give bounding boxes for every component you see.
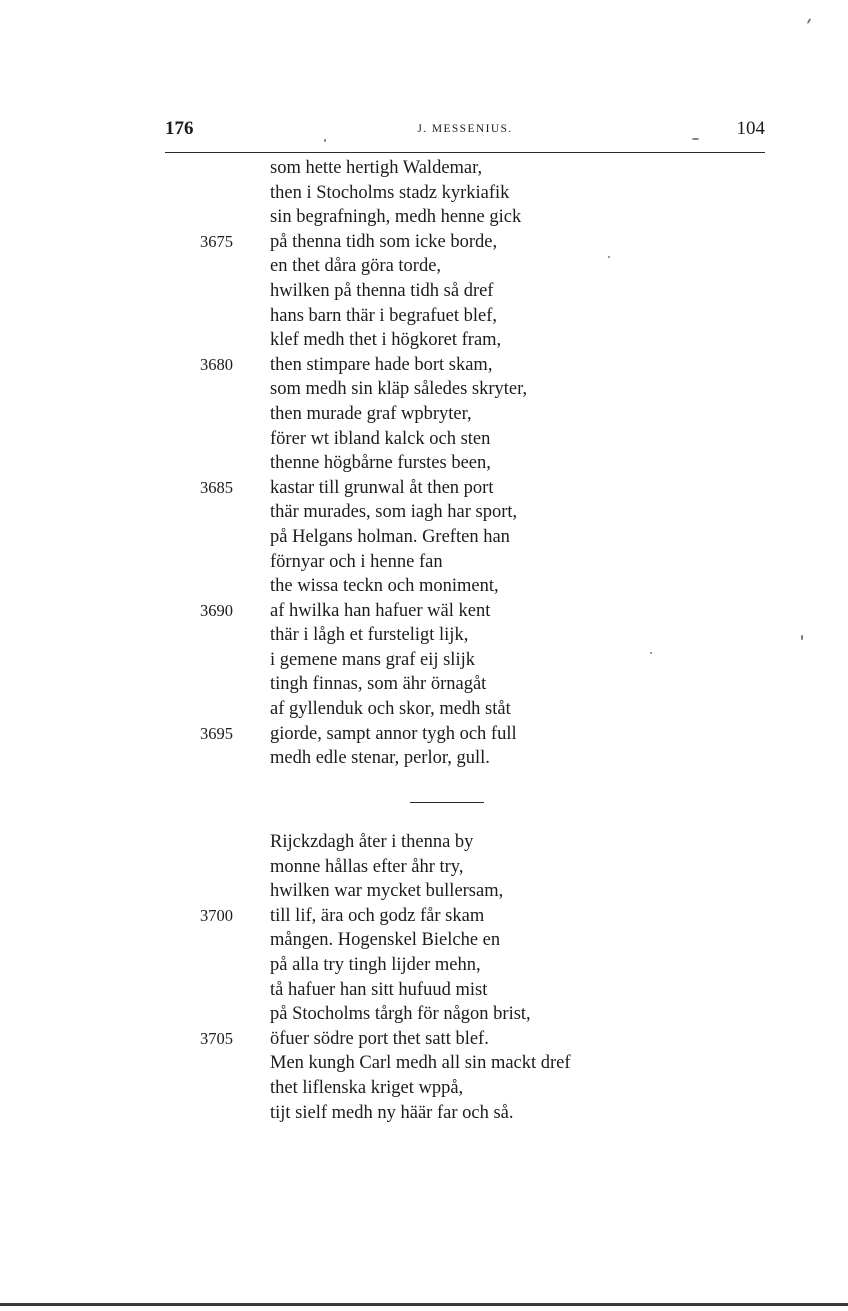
verse-text: som medh sin kläp således skryter, <box>270 379 528 400</box>
verse-line <box>0 427 848 452</box>
verse-line <box>0 1076 848 1101</box>
line-number: 3690 <box>200 600 233 620</box>
verse-line <box>0 205 848 230</box>
verse-line <box>0 978 848 1003</box>
scan-speck <box>650 652 652 654</box>
verse-text: thet liflenska kriget wppå, <box>270 1077 464 1098</box>
verse-line <box>0 181 848 206</box>
verse-text: thär i lågh et fursteligt lijk, <box>270 625 469 646</box>
line-number: 3675 <box>200 231 233 251</box>
verse-text: then i Stocholms stadz kyrkiafik <box>270 182 510 203</box>
verse-line <box>0 279 848 304</box>
stanza-1 <box>0 156 848 771</box>
verse-text: giorde, sampt annor tygh och full <box>270 723 517 744</box>
verse-text: tå hafuer han sitt hufuud mist <box>270 979 488 1000</box>
verse-line <box>0 304 848 329</box>
verse-text: tingh finnas, som ähr örnagåt <box>270 674 487 695</box>
verse-text: som hette hertigh Waldemar, <box>270 158 483 178</box>
line-number: 3700 <box>200 905 233 925</box>
header-rule <box>165 152 765 153</box>
verse-text: klef medh thet i högkoret fram, <box>270 330 502 351</box>
verse-line <box>0 328 848 353</box>
verse-line <box>0 156 848 181</box>
verse-line <box>0 476 848 501</box>
verse-line <box>0 904 848 929</box>
verse-text: kastar till grunwal åt then port <box>270 477 494 498</box>
running-header <box>165 118 765 148</box>
scan-speck <box>692 138 699 140</box>
verse-line <box>0 550 848 575</box>
verse-line <box>0 623 848 648</box>
verse-text: hwilken på thenna tidh så dref <box>270 280 494 301</box>
verse-line <box>0 830 848 855</box>
verse-line <box>0 672 848 697</box>
verse-line <box>0 525 848 550</box>
section-divider <box>410 802 484 803</box>
verse-line <box>0 377 848 402</box>
verse-line <box>0 1101 848 1126</box>
left-page-number: 176 <box>165 118 194 139</box>
verse-text: hwilken war mycket bullersam, <box>270 881 504 902</box>
verse-text: förer wt ibland kalck och sten <box>270 428 491 449</box>
stanza-2 <box>0 830 848 1125</box>
verse-line <box>0 353 848 378</box>
verse-line <box>0 451 848 476</box>
scan-speck <box>324 139 326 142</box>
verse-text: the wissa teckn och moniment, <box>270 576 499 597</box>
verse-line <box>0 599 848 624</box>
verse-text: en thet dåra göra torde, <box>270 256 442 277</box>
verse-text: tijt sielf medh ny häär far och så. <box>270 1102 514 1123</box>
verse-text: then murade graf wpbryter, <box>270 403 472 424</box>
verse-line <box>0 648 848 673</box>
running-title: J. MESSENIUS. <box>417 123 513 135</box>
verse-text: medh edle stenar, perlor, gull. <box>270 748 490 769</box>
verse-line <box>0 953 848 978</box>
verse-line <box>0 879 848 904</box>
verse-text: hans barn thär i begrafuet blef, <box>270 305 498 326</box>
verse-text: på thenna tidh som icke borde, <box>270 231 498 252</box>
verse-text: på Stocholms tårgh för någon brist, <box>270 1004 531 1025</box>
verse-line <box>0 574 848 599</box>
verse-text: öfuer södre port thet satt blef. <box>270 1028 489 1049</box>
line-number: 3685 <box>200 477 233 497</box>
verse-text: Rijckzdagh åter i thenna by <box>270 832 474 852</box>
page-bottom-edge <box>0 1303 848 1306</box>
scan-speck <box>801 635 803 640</box>
scan-speck <box>608 256 610 258</box>
verse-line <box>0 1027 848 1052</box>
verse-line <box>0 855 848 880</box>
verse-line <box>0 500 848 525</box>
verse-text: thenne högbårne furstes been, <box>270 453 491 474</box>
line-number: 3705 <box>200 1028 233 1048</box>
verse-text: Men kungh Carl medh all sin mackt dref <box>270 1053 571 1074</box>
verse-text: af hwilka han hafuer wäl kent <box>270 600 491 621</box>
verse-text: monne hållas efter åhr try, <box>270 856 464 877</box>
line-number: 3695 <box>200 723 233 743</box>
line-number: 3680 <box>200 354 233 374</box>
verse-line <box>0 402 848 427</box>
right-page-number: 104 <box>736 118 765 139</box>
verse-text: på Helgans holman. Greften han <box>270 526 510 547</box>
verse-line <box>0 1051 848 1076</box>
verse-text: förnyar och i henne fan <box>270 551 443 572</box>
verse-text: till lif, ära och godz får skam <box>270 905 485 926</box>
verse-line <box>0 722 848 747</box>
verse-text: i gemene mans graf eij slijk <box>270 649 475 670</box>
verse-text: sin begrafningh, medh henne gick <box>270 207 522 228</box>
verse-text: på alla try tingh lijder mehn, <box>270 954 481 975</box>
verse-line <box>0 254 848 279</box>
verse-line <box>0 697 848 722</box>
verse-line <box>0 928 848 953</box>
scan-speck <box>807 18 812 24</box>
verse-line <box>0 746 848 771</box>
verse-line <box>0 1002 848 1027</box>
verse-text: thär murades, som iagh har sport, <box>270 502 518 523</box>
verse-line <box>0 230 848 255</box>
verse-text: mången. Hogenskel Bielche en <box>270 930 501 951</box>
verse-text: then stimpare hade bort skam, <box>270 354 493 375</box>
verse-text: af gyllenduk och skor, medh ståt <box>270 699 511 720</box>
